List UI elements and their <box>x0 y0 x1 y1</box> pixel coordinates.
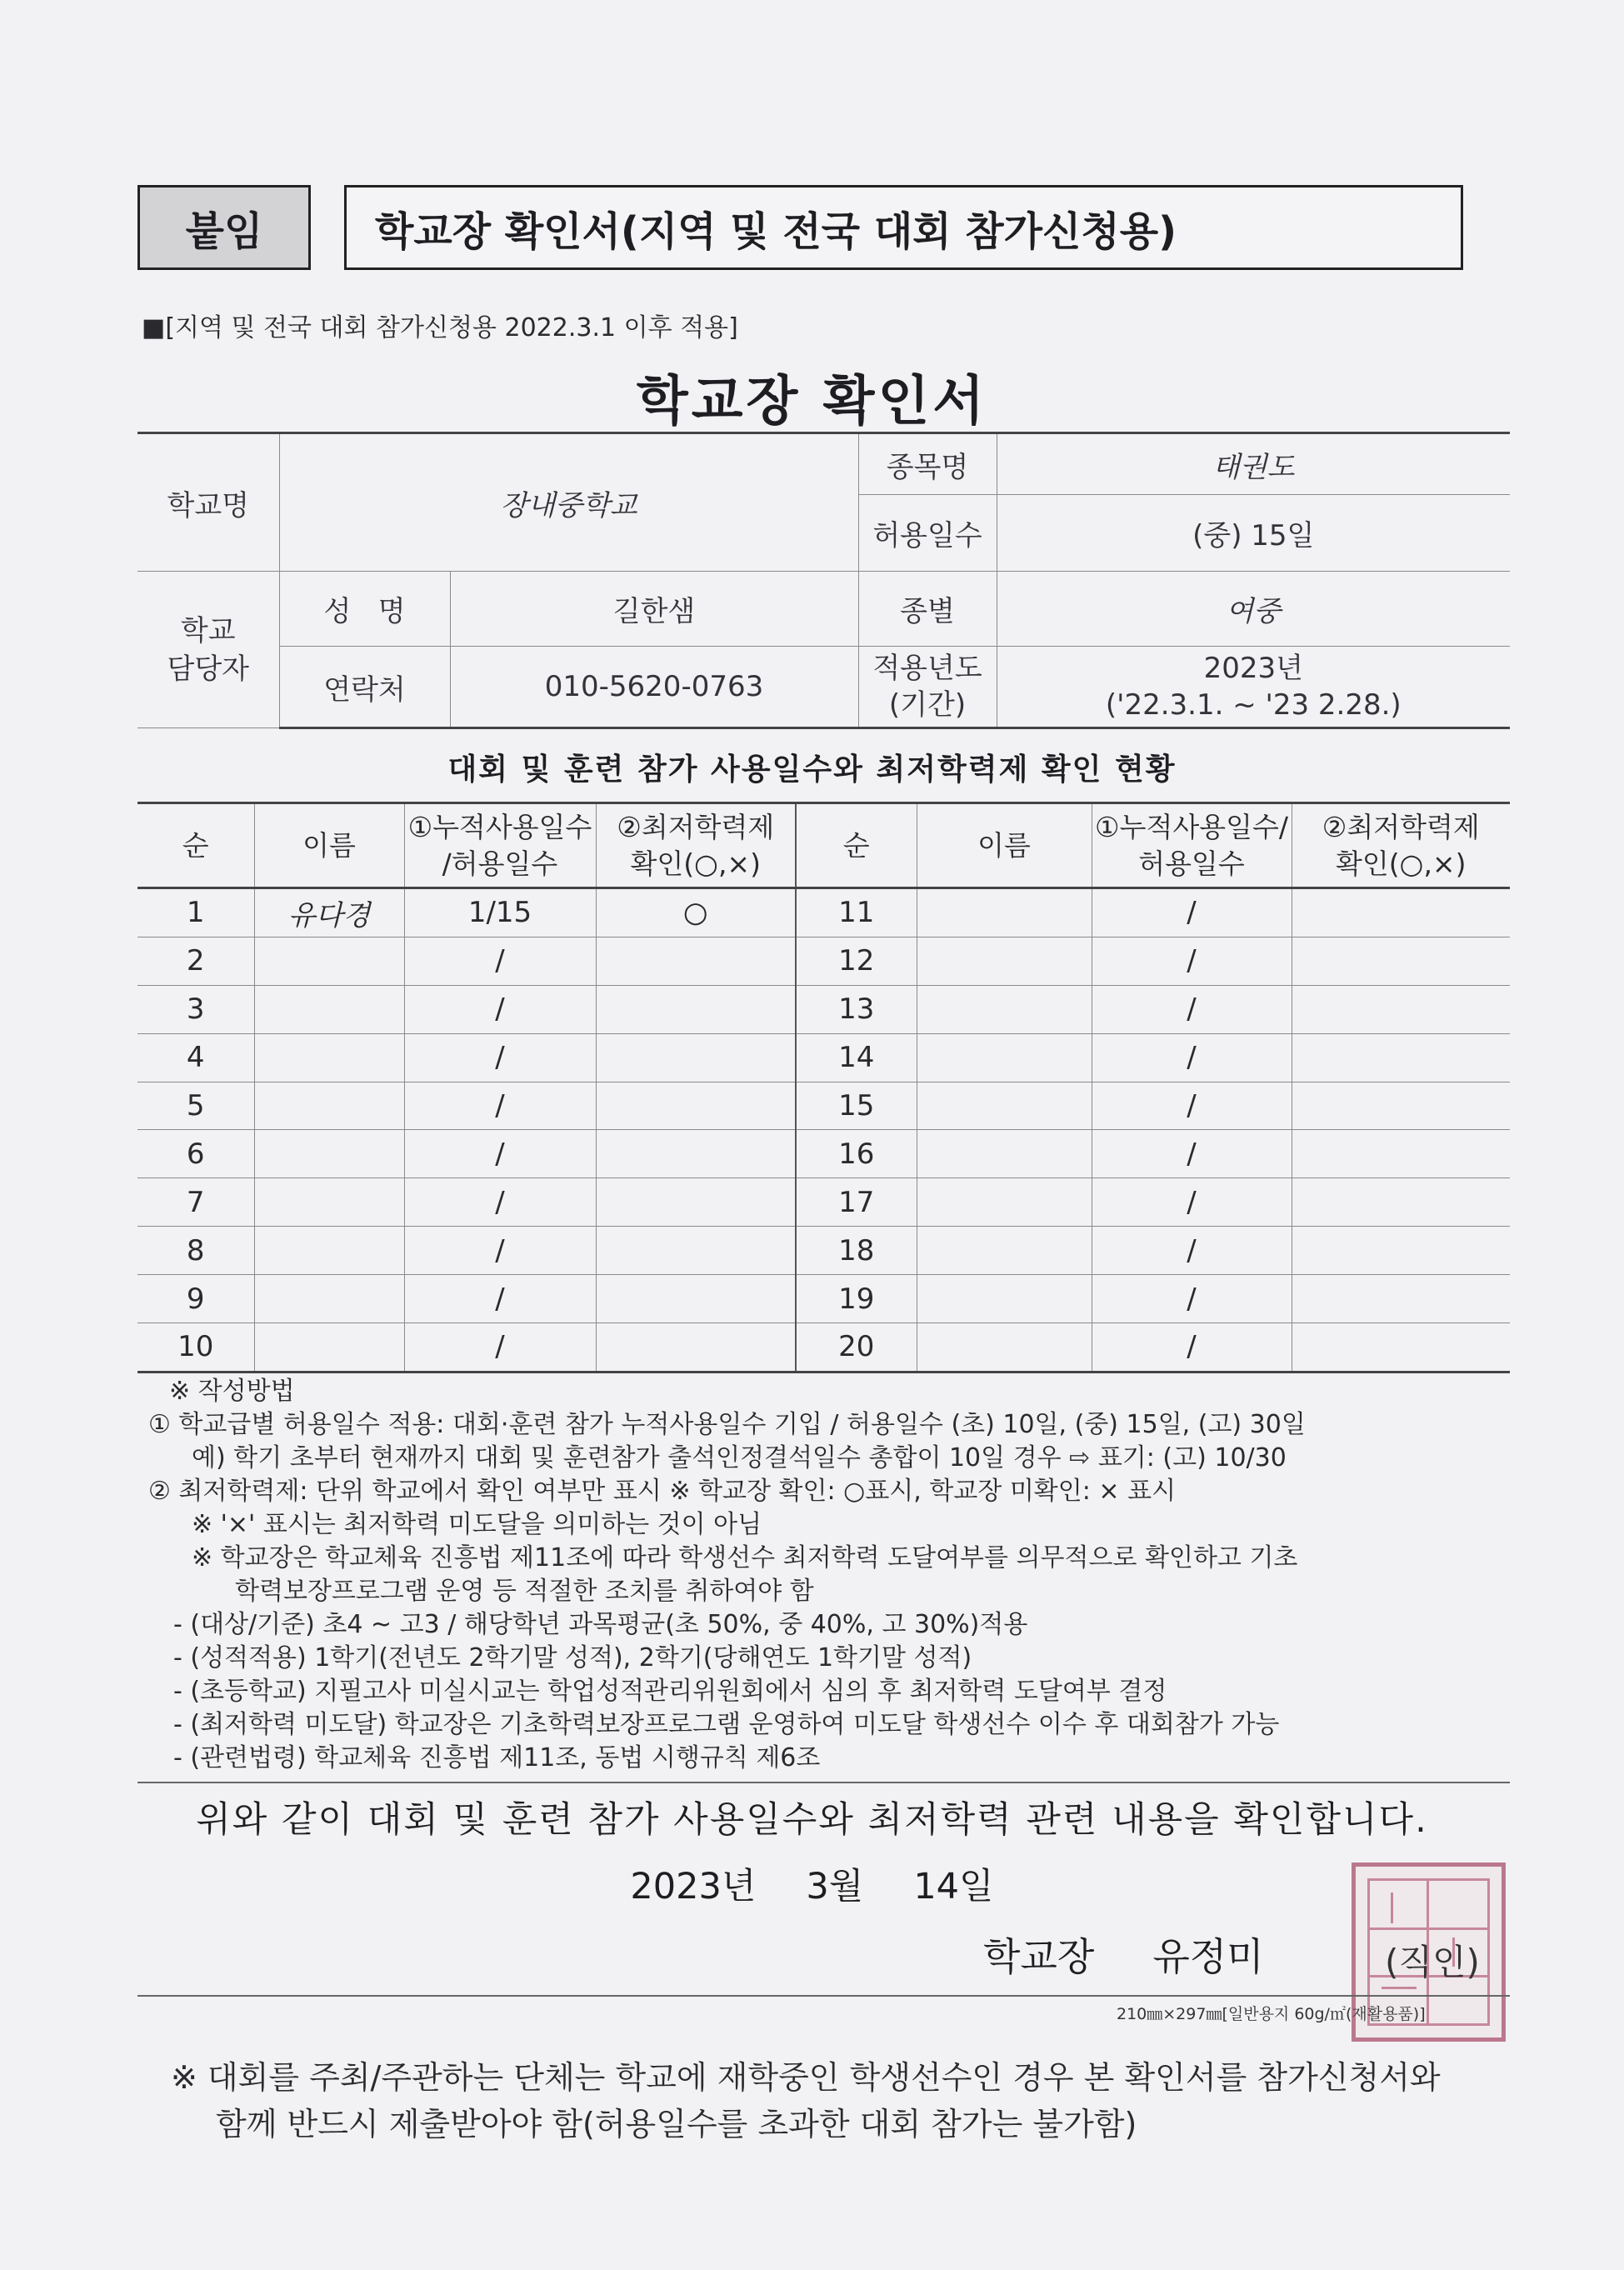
apply-note: ■[지역 및 전국 대회 참가신청용 2022.3.1 이후 적용] <box>142 313 738 342</box>
document-title: 학교장 확인서 <box>636 371 988 432</box>
table-row <box>137 1323 1510 1372</box>
note-line: ※ '×' 표시는 최저학력 미도달을 의미하는 것이 아님 <box>192 1510 762 1539</box>
contact-label: 연락처 <box>279 647 450 728</box>
date-month: 3월 <box>806 1866 864 1908</box>
row-check <box>1292 1082 1510 1130</box>
row-check <box>1292 1275 1510 1323</box>
row-name: 유다경 <box>254 888 404 938</box>
row-no: 10 <box>137 1323 254 1372</box>
year-label: 적용년도 (기간) <box>858 647 997 728</box>
row-no: 2 <box>137 937 254 985</box>
category-label: 종별 <box>858 572 997 647</box>
row-no: 3 <box>137 985 254 1033</box>
date-day: 14일 <box>913 1866 994 1908</box>
row-check <box>596 937 796 985</box>
table-row <box>137 1033 1510 1082</box>
row-days: / <box>1092 1082 1292 1130</box>
row-no: 9 <box>137 1275 254 1323</box>
row-days: / <box>1092 1227 1292 1275</box>
row-days: / <box>404 1275 596 1323</box>
row-name <box>917 1033 1092 1082</box>
row-check <box>596 1178 796 1227</box>
row-name <box>254 1178 404 1227</box>
header-days: ①누적사용일수 /허용일수 <box>404 803 596 888</box>
row-name <box>917 1323 1092 1372</box>
info-table <box>137 432 1510 729</box>
row-check: ○ <box>596 888 796 938</box>
row-no: 13 <box>796 985 917 1033</box>
header-check: ②최저학력제 확인(○,×) <box>596 803 796 888</box>
row-check <box>596 1130 796 1178</box>
row-check <box>1292 888 1510 938</box>
roster-table <box>137 802 1510 1373</box>
date-year: 2023년 <box>630 1866 757 1908</box>
sport-label: 종목명 <box>858 433 997 495</box>
row-no: 18 <box>796 1227 917 1275</box>
table-row <box>137 985 1510 1033</box>
row-name <box>254 937 404 985</box>
row-days: / <box>404 985 596 1033</box>
row-days: / <box>404 1178 596 1227</box>
table-row <box>137 888 1510 938</box>
row-name <box>254 1130 404 1178</box>
row-check <box>1292 1130 1510 1178</box>
divider <box>137 1782 1510 1783</box>
note-line: - (성적적용) 1학기(전년도 2학기말 성적), 2학기(당해연도 1학기말 성적) <box>173 1643 972 1672</box>
table-row <box>137 1082 1510 1130</box>
row-days: 1/15 <box>404 888 596 938</box>
contact-value: 010-5620-0763 <box>450 647 858 728</box>
allowed-days-label: 허용일수 <box>858 495 997 572</box>
row-days: / <box>404 1082 596 1130</box>
note-line: ② 최저학력제: 단위 학교에서 확인 여부만 표시 ※ 학교장 확인: ○표시, 학교장 미확인: × 표시 <box>148 1477 1177 1506</box>
manager-label: 학교 담당자 <box>137 572 279 728</box>
note-line: - (초등학교) 지필고사 미실시교는 학업성적관리위원회에서 심의 후 최저학력 도달여부 결정 <box>173 1677 1167 1706</box>
row-name <box>254 1033 404 1082</box>
note-line: ※ 학교장은 학교체육 진흥법 제11조에 따라 학생선수 최저학력 도달여부를 의무적으로 확인하고 기초 <box>192 1543 1298 1572</box>
row-days: / <box>1092 888 1292 938</box>
roster-section-title: 대회 및 훈련 참가 사용일수와 최저학력제 확인 현황 <box>447 752 1177 787</box>
row-name <box>917 937 1092 985</box>
row-days: / <box>1092 1275 1292 1323</box>
row-no: 15 <box>796 1082 917 1130</box>
row-no: 11 <box>796 888 917 938</box>
note-line: - (최저학력 미도달) 학교장은 기초학력보장프로그램 운영하여 미도달 학생선수 이수 후 대회참가 가능 <box>173 1710 1280 1739</box>
note-line: 학력보장프로그램 운영 등 적절한 조치를 취하여야 함 <box>235 1577 814 1606</box>
signer-name: 유정미 <box>1152 1934 1264 1979</box>
row-name <box>254 1323 404 1372</box>
notes-heading: ※ 작성방법 <box>169 1377 295 1406</box>
row-no: 20 <box>796 1323 917 1372</box>
sport-value: 태권도 <box>997 433 1510 495</box>
row-days: / <box>404 1227 596 1275</box>
note-line: - (대상/기준) 초4 ~ 고3 / 해당학년 과목평균(초 50%, 중 40%, 고 30%)적용 <box>173 1610 1028 1639</box>
row-check <box>596 1275 796 1323</box>
row-no: 19 <box>796 1275 917 1323</box>
table-row <box>137 1130 1510 1178</box>
row-check <box>596 1082 796 1130</box>
row-days: / <box>1092 985 1292 1033</box>
row-days: / <box>404 1130 596 1178</box>
footer-note <box>171 2054 1521 2148</box>
row-check <box>1292 1178 1510 1227</box>
row-days: / <box>1092 1178 1292 1227</box>
allowed-days-value: (중) 15일 <box>997 495 1510 572</box>
header-days: ①누적사용일수/ 허용일수 <box>1092 803 1292 888</box>
table-row <box>137 1275 1510 1323</box>
row-no: 12 <box>796 937 917 985</box>
note-line: 예) 학기 초부터 현재까지 대회 및 훈련참가 출석인정결석일수 총합이 10일 경우 ⇨ 표기: (고) 10/30 <box>192 1443 1287 1472</box>
row-no: 1 <box>137 888 254 938</box>
row-days: / <box>1092 1323 1292 1372</box>
school-label: 학교명 <box>137 433 279 572</box>
signer-title: 학교장 <box>983 1934 1095 1979</box>
row-check <box>1292 937 1510 985</box>
row-no: 14 <box>796 1033 917 1082</box>
row-check <box>1292 985 1510 1033</box>
category-value: 여중 <box>997 572 1510 647</box>
row-check <box>596 1227 796 1275</box>
signer <box>983 1927 1322 1982</box>
row-check <box>596 1033 796 1082</box>
note-line: ① 학교급별 허용일수 적용: 대회·훈련 참가 누적사용일수 기입 / 허용일수 (초) 10일, (중) 15일, (고) 30일 <box>148 1410 1306 1439</box>
header-name: 이름 <box>254 803 404 888</box>
row-days: / <box>1092 1033 1292 1082</box>
row-check <box>596 1323 796 1372</box>
row-no: 7 <box>137 1178 254 1227</box>
table-row <box>137 1227 1510 1275</box>
row-days: / <box>404 1323 596 1372</box>
row-check <box>1292 1033 1510 1082</box>
row-days: / <box>404 937 596 985</box>
table-row <box>137 1178 1510 1227</box>
footer-line: 함께 반드시 제출받아야 함(허용일수를 초과한 대회 참가는 불가함) <box>216 2106 1137 2142</box>
row-name <box>917 1082 1092 1130</box>
seal-mark: (직인) <box>1385 1942 1480 1982</box>
header-no: 순 <box>137 803 254 888</box>
row-no: 6 <box>137 1130 254 1178</box>
name-label: 성 명 <box>279 572 450 647</box>
row-name <box>254 1082 404 1130</box>
row-name <box>917 1130 1092 1178</box>
row-name <box>254 1275 404 1323</box>
row-check <box>596 985 796 1033</box>
row-days: / <box>1092 937 1292 985</box>
row-name <box>917 888 1092 938</box>
row-name <box>917 1178 1092 1227</box>
attachment-tag: 붙임 <box>137 185 311 270</box>
school-value: 장내중학교 <box>279 433 858 572</box>
row-name <box>917 1227 1092 1275</box>
row-check <box>1292 1323 1510 1372</box>
row-no: 4 <box>137 1033 254 1082</box>
table-row <box>137 937 1510 985</box>
row-check <box>1292 1227 1510 1275</box>
row-no: 16 <box>796 1130 917 1178</box>
divider <box>137 1995 1510 1997</box>
row-no: 8 <box>137 1227 254 1275</box>
row-no: 5 <box>137 1082 254 1130</box>
row-name <box>917 985 1092 1033</box>
instructions <box>148 1375 1515 1775</box>
header-check: ②최저학력제 확인(○,×) <box>1292 803 1510 888</box>
header-no: 순 <box>796 803 917 888</box>
row-days: / <box>404 1033 596 1082</box>
header-name: 이름 <box>917 803 1092 888</box>
paper-spec: 210㎜×297㎜[일반용지 60g/㎡(재활용품)] <box>1117 2005 1426 2023</box>
footer-line: ※ 대회를 주최/주관하는 단체는 학교에 재학중인 학생선수인 경우 본 확인서를 참가신청서와 <box>171 2059 1441 2096</box>
row-days: / <box>1092 1130 1292 1178</box>
note-line: - (관련법령) 학교체육 진흥법 제11조, 동법 시행규칙 제6조 <box>173 1743 821 1772</box>
confirmation-statement: 위와 같이 대회 및 훈련 참가 사용일수와 최저학력 관련 내용을 확인합니다. <box>196 1799 1428 1841</box>
form-title: 학교장 확인서(지역 및 전국 대회 참가신청용) <box>344 185 1463 270</box>
row-name <box>254 985 404 1033</box>
row-name <box>254 1227 404 1275</box>
name-value: 길한샘 <box>450 572 858 647</box>
row-name <box>917 1275 1092 1323</box>
row-no: 17 <box>796 1178 917 1227</box>
year-value: 2023년 ('22.3.1. ~ '23 2.28.) <box>997 647 1510 728</box>
